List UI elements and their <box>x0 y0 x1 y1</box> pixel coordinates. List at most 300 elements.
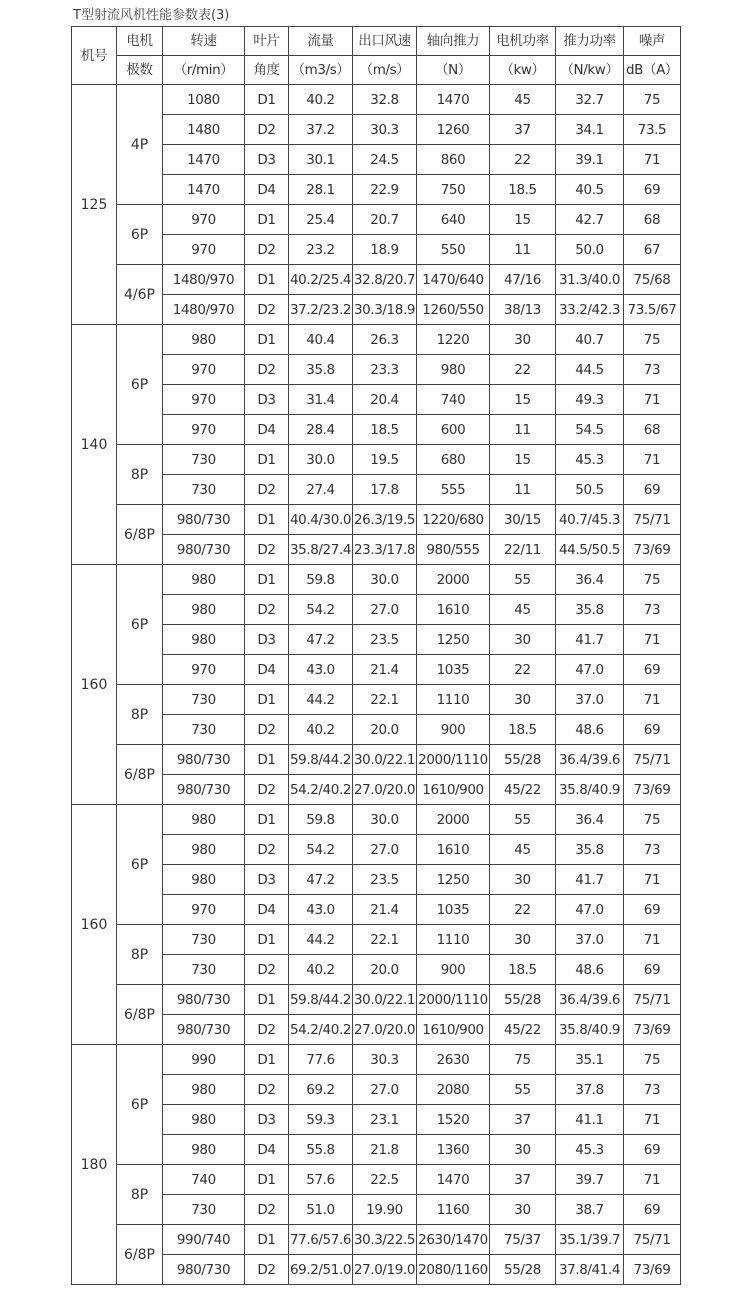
noise-cell: 73.5/67 <box>624 295 681 325</box>
speed-cell: 730 <box>163 715 245 745</box>
header-motor-power-unit: （kw） <box>490 56 556 85</box>
noise-cell: 69 <box>624 1195 681 1225</box>
header-flow: 流量 <box>289 27 353 56</box>
table-row <box>72 685 681 715</box>
noise-cell: 73 <box>624 1075 681 1105</box>
thrust-cell: 740 <box>417 385 490 415</box>
flow-cell: 47.2 <box>289 625 353 655</box>
thrust-cell: 1470 <box>417 1165 490 1195</box>
noise-cell: 68 <box>624 415 681 445</box>
motor-poles-cell: 6P <box>117 325 163 445</box>
outlet-velocity-cell: 21.4 <box>353 895 417 925</box>
outlet-velocity-cell: 32.8 <box>353 85 417 115</box>
thrust-cell: 1520 <box>417 1105 490 1135</box>
motor-power-cell: 45 <box>490 595 556 625</box>
blade-angle-cell: D1 <box>245 205 289 235</box>
motor-power-cell: 22 <box>490 655 556 685</box>
thrust-cell: 2000/1110 <box>417 985 490 1015</box>
speed-cell: 730 <box>163 445 245 475</box>
flow-cell: 59.8/44.2 <box>289 985 353 1015</box>
outlet-velocity-cell: 23.3 <box>353 355 417 385</box>
flow-cell: 69.2 <box>289 1075 353 1105</box>
table-row <box>72 505 681 535</box>
thrust-power-cell: 41.7 <box>556 625 624 655</box>
flow-cell: 23.2 <box>289 235 353 265</box>
noise-cell: 71 <box>624 685 681 715</box>
table-row <box>72 805 681 835</box>
speed-cell: 970 <box>163 655 245 685</box>
blade-angle-cell: D4 <box>245 895 289 925</box>
noise-cell: 73 <box>624 595 681 625</box>
blade-angle-cell: D4 <box>245 655 289 685</box>
noise-cell: 67 <box>624 235 681 265</box>
model-number-cell: 160 <box>72 805 117 1045</box>
flow-cell: 35.8 <box>289 355 353 385</box>
thrust-power-cell: 42.7 <box>556 205 624 235</box>
outlet-velocity-cell: 17.8 <box>353 475 417 505</box>
thrust-power-cell: 37.0 <box>556 925 624 955</box>
speed-cell: 980 <box>163 1075 245 1105</box>
noise-cell: 75 <box>624 325 681 355</box>
outlet-velocity-cell: 30.0/22.1 <box>353 985 417 1015</box>
flow-cell: 28.4 <box>289 415 353 445</box>
blade-angle-cell: D1 <box>245 925 289 955</box>
thrust-power-cell: 50.5 <box>556 475 624 505</box>
thrust-cell: 900 <box>417 715 490 745</box>
table-row <box>72 595 681 625</box>
flow-cell: 59.8 <box>289 565 353 595</box>
blade-angle-cell: D2 <box>245 835 289 865</box>
outlet-velocity-cell: 22.1 <box>353 925 417 955</box>
thrust-cell: 1035 <box>417 895 490 925</box>
noise-cell: 75/68 <box>624 265 681 295</box>
outlet-velocity-cell: 30.0 <box>353 805 417 835</box>
motor-poles-cell: 6P <box>117 1045 163 1165</box>
header-speed-unit: （r/min） <box>163 56 245 85</box>
table-row <box>72 985 681 1015</box>
header-outlet-velocity: 出口风速 <box>353 27 417 56</box>
thrust-power-cell: 41.1 <box>556 1105 624 1135</box>
motor-power-cell: 11 <box>490 415 556 445</box>
blade-angle-cell: D2 <box>245 1015 289 1045</box>
noise-cell: 75 <box>624 805 681 835</box>
thrust-power-cell: 39.1 <box>556 145 624 175</box>
outlet-velocity-cell: 20.7 <box>353 205 417 235</box>
noise-cell: 75/71 <box>624 1225 681 1255</box>
flow-cell: 31.4 <box>289 385 353 415</box>
flow-cell: 69.2/51.0 <box>289 1255 353 1285</box>
outlet-velocity-cell: 27.0/20.0 <box>353 775 417 805</box>
thrust-cell: 1610/900 <box>417 1015 490 1045</box>
thrust-power-cell: 54.5 <box>556 415 624 445</box>
table-row <box>72 295 681 325</box>
motor-power-cell: 30 <box>490 685 556 715</box>
thrust-power-cell: 47.0 <box>556 655 624 685</box>
header-motor-power: 电机功率 <box>490 27 556 56</box>
thrust-cell: 1110 <box>417 925 490 955</box>
header-poles-sub: 极数 <box>117 56 163 85</box>
blade-angle-cell: D2 <box>245 235 289 265</box>
speed-cell: 980 <box>163 1135 245 1165</box>
thrust-power-cell: 35.8/40.9 <box>556 1015 624 1045</box>
motor-power-cell: 18.5 <box>490 715 556 745</box>
table-row <box>72 415 681 445</box>
header-thrust-power-unit: （N/kw） <box>556 56 624 85</box>
model-number-cell: 125 <box>72 85 117 325</box>
thrust-power-cell: 41.7 <box>556 865 624 895</box>
table-row <box>72 565 681 595</box>
thrust-cell: 2630 <box>417 1045 490 1075</box>
table-row <box>72 205 681 235</box>
speed-cell: 980 <box>163 595 245 625</box>
speed-cell: 980 <box>163 805 245 835</box>
speed-cell: 980/730 <box>163 775 245 805</box>
motor-power-cell: 15 <box>490 385 556 415</box>
speed-cell: 990 <box>163 1045 245 1075</box>
thrust-cell: 555 <box>417 475 490 505</box>
noise-cell: 69 <box>624 175 681 205</box>
motor-power-cell: 37 <box>490 115 556 145</box>
thrust-power-cell: 40.5 <box>556 175 624 205</box>
blade-angle-cell: D2 <box>245 535 289 565</box>
flow-cell: 37.2 <box>289 115 353 145</box>
outlet-velocity-cell: 21.4 <box>353 655 417 685</box>
noise-cell: 73 <box>624 355 681 385</box>
table-row <box>72 535 681 565</box>
outlet-velocity-cell: 21.8 <box>353 1135 417 1165</box>
flow-cell: 59.8/44.2 <box>289 745 353 775</box>
blade-angle-cell: D1 <box>245 85 289 115</box>
header-noise-unit: dB（A） <box>624 56 681 85</box>
motor-power-cell: 47/16 <box>490 265 556 295</box>
table-row <box>72 835 681 865</box>
motor-power-cell: 38/13 <box>490 295 556 325</box>
motor-power-cell: 45 <box>490 85 556 115</box>
speed-cell: 990/740 <box>163 1225 245 1255</box>
noise-cell: 71 <box>624 925 681 955</box>
flow-cell: 30.0 <box>289 445 353 475</box>
table-row <box>72 1165 681 1195</box>
thrust-cell: 1250 <box>417 865 490 895</box>
blade-angle-cell: D1 <box>245 505 289 535</box>
outlet-velocity-cell: 19.5 <box>353 445 417 475</box>
blade-angle-cell: D1 <box>245 685 289 715</box>
noise-cell: 71 <box>624 145 681 175</box>
flow-cell: 30.1 <box>289 145 353 175</box>
thrust-power-cell: 37.0 <box>556 685 624 715</box>
thrust-power-cell: 33.2/42.3 <box>556 295 624 325</box>
flow-cell: 44.2 <box>289 925 353 955</box>
outlet-velocity-cell: 32.8/20.7 <box>353 265 417 295</box>
blade-angle-cell: D2 <box>245 955 289 985</box>
blade-angle-cell: D4 <box>245 415 289 445</box>
blade-angle-cell: D2 <box>245 1255 289 1285</box>
motor-power-cell: 30 <box>490 325 556 355</box>
thrust-power-cell: 48.6 <box>556 715 624 745</box>
noise-cell: 69 <box>624 895 681 925</box>
speed-cell: 980 <box>163 325 245 355</box>
thrust-power-cell: 45.3 <box>556 445 624 475</box>
motor-power-cell: 75/37 <box>490 1225 556 1255</box>
outlet-velocity-cell: 22.1 <box>353 685 417 715</box>
motor-power-cell: 22 <box>490 895 556 925</box>
thrust-power-cell: 32.7 <box>556 85 624 115</box>
thrust-power-cell: 35.1/39.7 <box>556 1225 624 1255</box>
motor-power-cell: 30 <box>490 1195 556 1225</box>
table-row <box>72 115 681 145</box>
speed-cell: 1470 <box>163 175 245 205</box>
flow-cell: 54.2 <box>289 595 353 625</box>
speed-cell: 1480/970 <box>163 265 245 295</box>
outlet-velocity-cell: 23.3/17.8 <box>353 535 417 565</box>
outlet-velocity-cell: 27.0/19.0 <box>353 1255 417 1285</box>
table-row <box>72 1195 681 1225</box>
table-row <box>72 1015 681 1045</box>
thrust-cell: 980 <box>417 355 490 385</box>
speed-cell: 980 <box>163 1105 245 1135</box>
motor-power-cell: 30/15 <box>490 505 556 535</box>
header-thrust-unit: （N） <box>417 56 490 85</box>
motor-power-cell: 55 <box>490 1075 556 1105</box>
motor-power-cell: 15 <box>490 445 556 475</box>
flow-cell: 54.2 <box>289 835 353 865</box>
table-row <box>72 235 681 265</box>
noise-cell: 69 <box>624 715 681 745</box>
thrust-cell: 2000/1110 <box>417 745 490 775</box>
speed-cell: 1080 <box>163 85 245 115</box>
outlet-velocity-cell: 30.3/18.9 <box>353 295 417 325</box>
speed-cell: 730 <box>163 925 245 955</box>
table-row <box>72 355 681 385</box>
noise-cell: 73/69 <box>624 1015 681 1045</box>
flow-cell: 55.8 <box>289 1135 353 1165</box>
thrust-power-cell: 38.7 <box>556 1195 624 1225</box>
table-row <box>72 385 681 415</box>
thrust-cell: 900 <box>417 955 490 985</box>
outlet-velocity-cell: 30.0 <box>353 565 417 595</box>
thrust-cell: 860 <box>417 145 490 175</box>
thrust-cell: 640 <box>417 205 490 235</box>
thrust-cell: 1610/900 <box>417 775 490 805</box>
table-row <box>72 955 681 985</box>
speed-cell: 980/730 <box>163 745 245 775</box>
speed-cell: 980 <box>163 625 245 655</box>
thrust-cell: 1610 <box>417 835 490 865</box>
speed-cell: 980 <box>163 865 245 895</box>
table-row <box>72 625 681 655</box>
table-row <box>72 265 681 295</box>
blade-angle-cell: D3 <box>245 1105 289 1135</box>
outlet-velocity-cell: 23.5 <box>353 865 417 895</box>
flow-cell: 40.2 <box>289 955 353 985</box>
thrust-power-cell: 36.4 <box>556 805 624 835</box>
blade-angle-cell: D2 <box>245 775 289 805</box>
outlet-velocity-cell: 18.9 <box>353 235 417 265</box>
table-row <box>72 745 681 775</box>
speed-cell: 970 <box>163 385 245 415</box>
noise-cell: 71 <box>624 1105 681 1135</box>
outlet-velocity-cell: 30.3/22.5 <box>353 1225 417 1255</box>
table-caption: T型射流风机性能参数表(3) <box>73 8 230 23</box>
outlet-velocity-cell: 30.0/22.1 <box>353 745 417 775</box>
motor-power-cell: 22/11 <box>490 535 556 565</box>
blade-angle-cell: D1 <box>245 985 289 1015</box>
table-row <box>72 925 681 955</box>
outlet-velocity-cell: 27.0 <box>353 835 417 865</box>
thrust-cell: 600 <box>417 415 490 445</box>
fan-performance-table <box>71 26 681 1285</box>
thrust-power-cell: 44.5/50.5 <box>556 535 624 565</box>
noise-cell: 73/69 <box>624 1255 681 1285</box>
blade-angle-cell: D3 <box>245 385 289 415</box>
table-row <box>72 175 681 205</box>
motor-poles-cell: 6P <box>117 565 163 685</box>
thrust-cell: 1250 <box>417 625 490 655</box>
outlet-velocity-cell: 26.3/19.5 <box>353 505 417 535</box>
motor-power-cell: 75 <box>490 1045 556 1075</box>
thrust-cell: 750 <box>417 175 490 205</box>
thrust-power-cell: 35.1 <box>556 1045 624 1075</box>
outlet-velocity-cell: 20.4 <box>353 385 417 415</box>
speed-cell: 1470 <box>163 145 245 175</box>
noise-cell: 75/71 <box>624 985 681 1015</box>
model-number-cell: 160 <box>72 565 117 805</box>
thrust-power-cell: 37.8/41.4 <box>556 1255 624 1285</box>
outlet-velocity-cell: 30.3 <box>353 115 417 145</box>
thrust-cell: 1360 <box>417 1135 490 1165</box>
header-thrust: 轴向推力 <box>417 27 490 56</box>
blade-angle-cell: D1 <box>245 1165 289 1195</box>
speed-cell: 980/730 <box>163 505 245 535</box>
speed-cell: 980/730 <box>163 1015 245 1045</box>
blade-angle-cell: D2 <box>245 595 289 625</box>
speed-cell: 970 <box>163 415 245 445</box>
flow-cell: 40.2 <box>289 715 353 745</box>
table-row <box>72 1045 681 1075</box>
table-row <box>72 325 681 355</box>
flow-cell: 35.8/27.4 <box>289 535 353 565</box>
speed-cell: 730 <box>163 1195 245 1225</box>
outlet-velocity-cell: 26.3 <box>353 325 417 355</box>
thrust-cell: 980/555 <box>417 535 490 565</box>
speed-cell: 980/730 <box>163 535 245 565</box>
speed-cell: 1480/970 <box>163 295 245 325</box>
flow-cell: 40.2 <box>289 85 353 115</box>
thrust-power-cell: 35.8 <box>556 595 624 625</box>
flow-cell: 57.6 <box>289 1165 353 1195</box>
blade-angle-cell: D1 <box>245 745 289 775</box>
outlet-velocity-cell: 20.0 <box>353 955 417 985</box>
blade-angle-cell: D2 <box>245 115 289 145</box>
motor-power-cell: 55/28 <box>490 745 556 775</box>
noise-cell: 69 <box>624 655 681 685</box>
flow-cell: 43.0 <box>289 895 353 925</box>
table-row <box>72 715 681 745</box>
blade-angle-cell: D2 <box>245 475 289 505</box>
blade-angle-cell: D2 <box>245 1195 289 1225</box>
outlet-velocity-cell: 22.5 <box>353 1165 417 1195</box>
header-noise: 噪声 <box>624 27 681 56</box>
thrust-cell: 1220/680 <box>417 505 490 535</box>
motor-poles-cell: 8P <box>117 685 163 745</box>
speed-cell: 730 <box>163 475 245 505</box>
outlet-velocity-cell: 19.90 <box>353 1195 417 1225</box>
outlet-velocity-cell: 23.1 <box>353 1105 417 1135</box>
speed-cell: 730 <box>163 685 245 715</box>
header-thrust-power: 推力功率 <box>556 27 624 56</box>
blade-angle-cell: D2 <box>245 355 289 385</box>
blade-angle-cell: D2 <box>245 1075 289 1105</box>
noise-cell: 73/69 <box>624 535 681 565</box>
motor-power-cell: 18.5 <box>490 955 556 985</box>
noise-cell: 73/69 <box>624 775 681 805</box>
noise-cell: 71 <box>624 625 681 655</box>
thrust-power-cell: 47.0 <box>556 895 624 925</box>
flow-cell: 40.4 <box>289 325 353 355</box>
blade-angle-cell: D3 <box>245 865 289 895</box>
thrust-power-cell: 34.1 <box>556 115 624 145</box>
thrust-cell: 680 <box>417 445 490 475</box>
motor-power-cell: 22 <box>490 145 556 175</box>
table-row <box>72 1255 681 1285</box>
table-row <box>72 655 681 685</box>
header-row-2 <box>72 56 681 85</box>
header-outlet-velocity-unit: （m/s） <box>353 56 417 85</box>
thrust-cell: 1260/550 <box>417 295 490 325</box>
thrust-power-cell: 49.3 <box>556 385 624 415</box>
flow-cell: 51.0 <box>289 1195 353 1225</box>
blade-angle-cell: D1 <box>245 1045 289 1075</box>
speed-cell: 980 <box>163 565 245 595</box>
flow-cell: 28.1 <box>289 175 353 205</box>
motor-power-cell: 30 <box>490 925 556 955</box>
thrust-cell: 1220 <box>417 325 490 355</box>
speed-cell: 980/730 <box>163 1255 245 1285</box>
outlet-velocity-cell: 20.0 <box>353 715 417 745</box>
flow-cell: 54.2/40.2 <box>289 1015 353 1045</box>
noise-cell: 71 <box>624 385 681 415</box>
motor-power-cell: 45 <box>490 835 556 865</box>
table-row <box>72 145 681 175</box>
motor-power-cell: 45/22 <box>490 1015 556 1045</box>
thrust-power-cell: 31.3/40.0 <box>556 265 624 295</box>
table-row <box>72 445 681 475</box>
table-row <box>72 1135 681 1165</box>
thrust-cell: 2080/1160 <box>417 1255 490 1285</box>
motor-poles-cell: 4/6P <box>117 265 163 325</box>
thrust-power-cell: 37.8 <box>556 1075 624 1105</box>
motor-power-cell: 55/28 <box>490 1255 556 1285</box>
thrust-power-cell: 36.4 <box>556 565 624 595</box>
motor-poles-cell: 6/8P <box>117 1225 163 1285</box>
table-row <box>72 475 681 505</box>
noise-cell: 71 <box>624 1165 681 1195</box>
thrust-power-cell: 44.5 <box>556 355 624 385</box>
motor-power-cell: 37 <box>490 1105 556 1135</box>
motor-poles-cell: 8P <box>117 1165 163 1225</box>
motor-power-cell: 15 <box>490 205 556 235</box>
motor-power-cell: 30 <box>490 625 556 655</box>
table-row <box>72 895 681 925</box>
blade-angle-cell: D1 <box>245 445 289 475</box>
motor-power-cell: 55/28 <box>490 985 556 1015</box>
flow-cell: 43.0 <box>289 655 353 685</box>
flow-cell: 54.2/40.2 <box>289 775 353 805</box>
speed-cell: 970 <box>163 355 245 385</box>
thrust-power-cell: 36.4/39.6 <box>556 745 624 775</box>
motor-power-cell: 55 <box>490 565 556 595</box>
blade-angle-cell: D3 <box>245 625 289 655</box>
